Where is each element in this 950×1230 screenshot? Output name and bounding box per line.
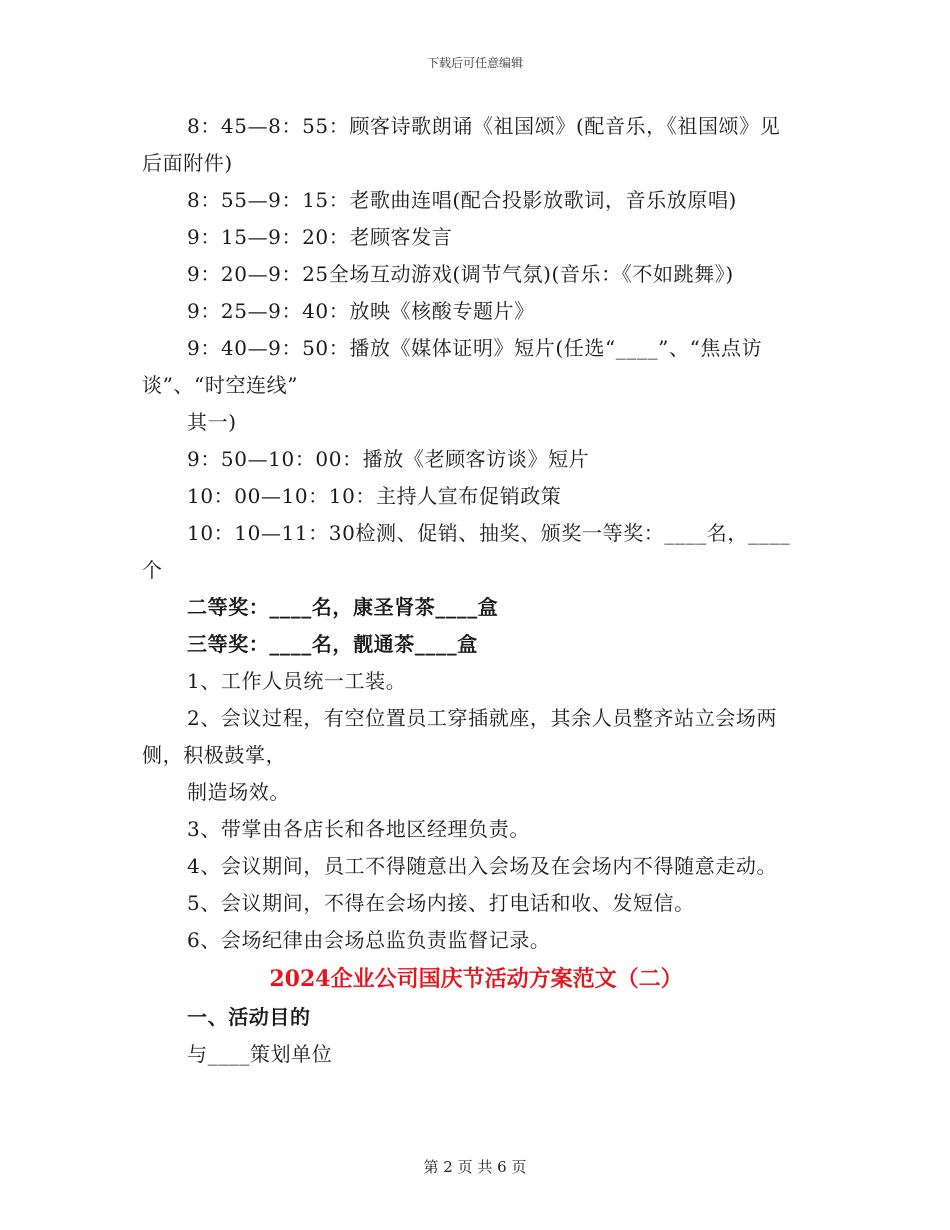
schedule-line: 9：15—9：20：老顾客发言 xyxy=(187,225,453,249)
rule-item: 1、工作人员统一工装。 xyxy=(187,669,407,693)
section-title: 2024企业公司国庆节活动方案范文（二） xyxy=(269,966,683,992)
rule-item: 4、会议期间，员工不得随意出入会场及在会场内不得随意走动。 xyxy=(187,854,778,878)
rule-item: 5、会议期间，不得在会场内接、打电话和收、发短信。 xyxy=(187,891,695,915)
schedule-line-continued: 其一) xyxy=(187,410,237,434)
schedule-line: 9：20—9：25全场互动游戏(调节气氛)(音乐：《不如跳舞》) xyxy=(187,262,734,286)
schedule-line: 9：25—9：40：放映《核酸专题片》 xyxy=(187,299,535,323)
schedule-line: 8：55—9：15：老歌曲连唱(配合投影放歌词，音乐放原唱) xyxy=(187,188,737,212)
page-footer: 第 2 页 共 6 页 xyxy=(423,1158,527,1176)
rule-item-continued: 侧，积极鼓掌， xyxy=(142,743,287,767)
rule-item-continued: 制造场效。 xyxy=(187,780,290,804)
rule-item: 2、会议过程，有空位置员工穿插就座，其余人员整齐站立会场两 xyxy=(187,706,778,730)
document-body xyxy=(142,108,810,1073)
rule-item: 6、会场纪律由会场总监负责监督记录。 xyxy=(187,928,551,952)
page-header: 下载后可任意编辑 xyxy=(426,56,523,70)
schedule-line-continued: 后面附件) xyxy=(142,151,233,175)
prize-line-third: 三等奖：____名，靓通茶____盒 xyxy=(187,632,478,656)
schedule-line: 9：40—9：50：播放《媒体证明》短片(任选“____”、“焦点访 xyxy=(187,336,763,360)
schedule-line: 9：50—10：00：播放《老顾客访谈》短片 xyxy=(187,447,590,471)
subheading: 一、活动目的 xyxy=(187,1005,311,1029)
schedule-line-continued: 个 xyxy=(142,558,163,582)
rule-item: 3、带掌由各店长和各地区经理负责。 xyxy=(187,817,530,841)
prize-line-second: 二等奖：____名，康圣肾茶____盒 xyxy=(187,595,499,619)
schedule-line: 10：10—11：30检测、促销、抽奖、颁奖一等奖：____名，____ xyxy=(187,521,791,545)
schedule-line-continued: 谈”、“时空连线” xyxy=(142,373,299,397)
schedule-line: 10：00—10：10：主持人宣布促销政策 xyxy=(187,484,562,508)
body-line: 与____策划单位 xyxy=(187,1042,333,1066)
schedule-line: 8：45—8：55：顾客诗歌朗诵《祖国颂》(配音乐，《祖国颂》见 xyxy=(187,114,781,138)
